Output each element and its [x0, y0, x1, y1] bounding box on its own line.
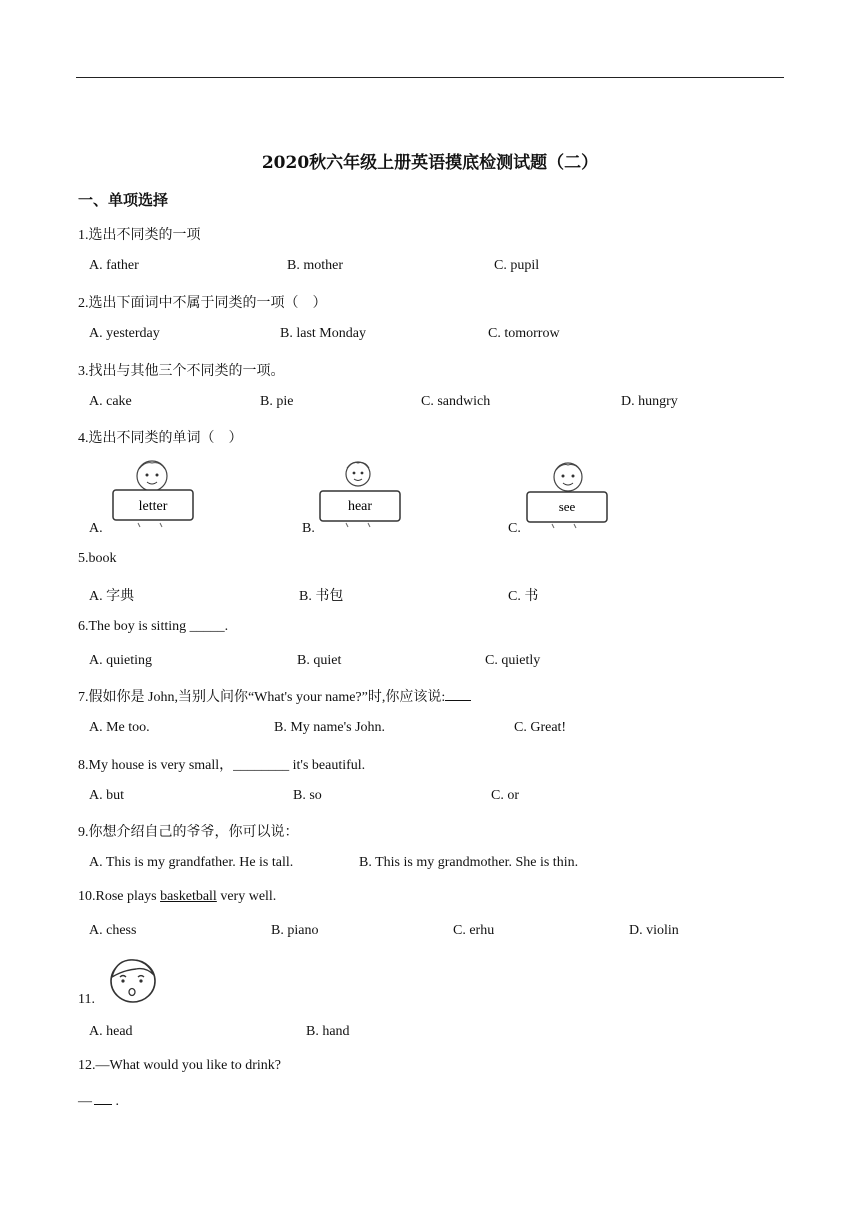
question-6-stem: 6.The boy is sitting _____. — [78, 619, 229, 634]
question-10-option-c[interactable]: C. erhu — [453, 923, 495, 938]
question-1-stem: 1.选出不同类的一项 — [78, 228, 201, 243]
section-heading: 一、单项选择 — [78, 191, 169, 209]
page-title: 2020秋六年级上册英语摸底检测试题（二） — [261, 153, 599, 173]
question-8-stem: 8.My house is very small，________ it's beautiful. — [78, 758, 366, 773]
question-2-stem: 2.选出下面词中不属于同类的一项（ ） — [78, 296, 327, 311]
question-10-option-d[interactable]: D. violin — [629, 923, 679, 938]
card-word-letter: letter — [138, 499, 168, 514]
question-10-stem-prefix: 10.Rose plays — [78, 889, 161, 904]
question-11-option-a[interactable]: A. head — [89, 1024, 133, 1039]
question-3-option-b[interactable]: B. pie — [260, 394, 294, 409]
question-7-stem-text: 7.假如你是 John,当别人问你“What's your name?”时,你应该说: — [78, 690, 446, 705]
question-4-option-a[interactable]: A. — [89, 521, 103, 536]
question-3-option-d[interactable]: D. hungry — [621, 394, 678, 409]
question-12-stem: 12.—What would you like to drink? — [78, 1058, 281, 1073]
question-9-option-a[interactable]: A. This is my grandfather. He is tall. — [89, 855, 294, 870]
question-5-option-a[interactable]: A. 字典 — [89, 589, 135, 604]
question-10-option-b[interactable]: B. piano — [271, 923, 319, 938]
card-word-see: see — [558, 499, 576, 514]
question-8-option-b[interactable]: B. so — [293, 788, 322, 803]
answer-blank[interactable] — [445, 688, 471, 701]
question-4-option-b[interactable]: B. — [302, 521, 315, 536]
boy-face-card-icon — [108, 457, 198, 531]
question-10-underlined-word: basketball — [160, 889, 217, 904]
question-11-stem: 11. — [78, 992, 95, 1007]
boy-face-card-icon — [522, 460, 612, 532]
question-10-stem-suffix: very well. — [216, 889, 277, 904]
question-5-option-b[interactable]: B. 书包 — [299, 589, 344, 604]
question-7-option-c[interactable]: C. Great! — [514, 720, 567, 735]
question-4-option-c[interactable]: C. — [508, 521, 521, 536]
question-1-option-c[interactable]: C. pupil — [494, 258, 540, 273]
question-2-option-a[interactable]: A. yesterday — [89, 326, 160, 341]
question-6-option-a[interactable]: A. quieting — [89, 653, 152, 668]
boy-face-card-icon — [316, 459, 406, 531]
question-7-stem — [78, 686, 471, 706]
question-5-stem: 5.book — [78, 551, 117, 566]
header-rule — [76, 77, 784, 78]
boy-face-icon — [106, 955, 162, 1005]
question-7-option-b[interactable]: B. My name's John. — [274, 720, 386, 735]
question-7-option-a[interactable]: A. Me too. — [89, 720, 150, 735]
question-6-option-b[interactable]: B. quiet — [297, 653, 342, 668]
card-word-hear: hear — [347, 499, 373, 514]
question-10-option-a[interactable]: A. chess — [89, 923, 137, 938]
question-9-option-b[interactable]: B. This is my grandmother. She is thin. — [359, 855, 579, 870]
question-3-option-c[interactable]: C. sandwich — [421, 394, 491, 409]
question-2-option-c[interactable]: C. tomorrow — [488, 326, 560, 341]
question-9-stem: 9.你想介绍自己的爷爷，你可以说： — [78, 825, 299, 840]
question-5-option-c[interactable]: C. 书 — [508, 589, 539, 604]
question-2-option-b[interactable]: B. last Monday — [280, 326, 366, 341]
question-4-stem: 4.选出不同类的单词（ ） — [78, 431, 243, 446]
question-3-option-a[interactable]: A. cake — [89, 394, 132, 409]
question-12-answer-line: — . — [78, 1094, 119, 1109]
question-8-option-a[interactable]: A. but — [89, 788, 124, 803]
question-1-option-b[interactable]: B. mother — [287, 258, 343, 273]
question-11-option-b[interactable]: B. hand — [306, 1024, 350, 1039]
answer-blank[interactable] — [94, 1092, 112, 1105]
question-10-stem — [78, 889, 276, 905]
question-6-option-c[interactable]: C. quietly — [485, 653, 541, 668]
question-3-stem: 3.找出与其他三个不同类的一项。 — [78, 364, 285, 379]
question-8-option-c[interactable]: C. or — [491, 788, 519, 803]
question-1-option-a[interactable]: A. father — [89, 258, 139, 273]
answer-dash: — — [78, 1094, 92, 1109]
